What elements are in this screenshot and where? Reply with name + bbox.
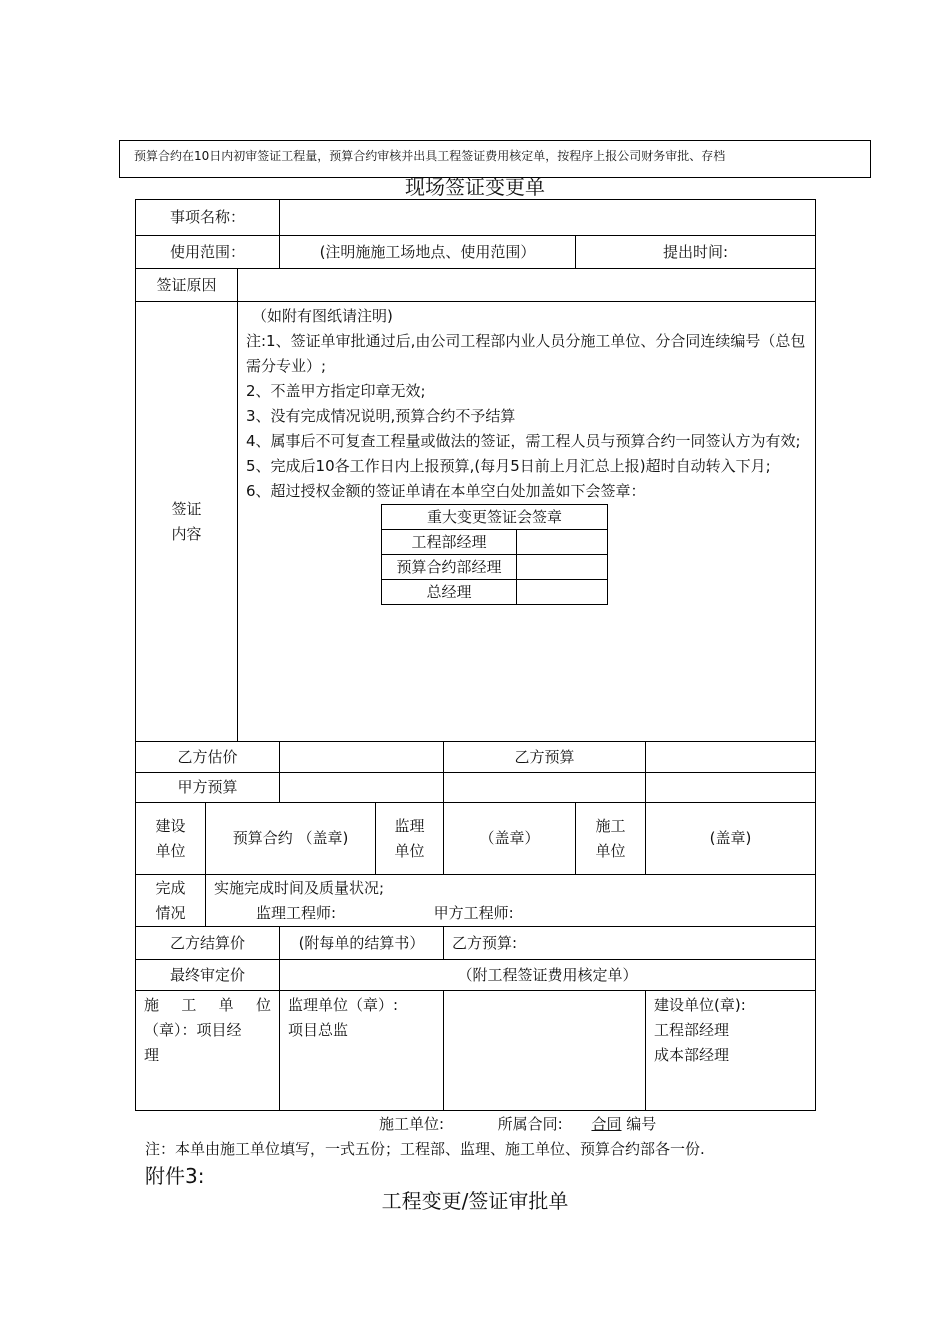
note-6: 6、超过授权金额的签证单请在本单空白处加盖如下会签章： xyxy=(246,482,646,500)
supervisor-seal-field[interactable]: （盖章） xyxy=(444,803,576,875)
party-a-budget-extra-field[interactable] xyxy=(444,773,646,803)
party-b-estimate-label: 乙方估价 xyxy=(136,742,280,773)
supervising-engineer-label: 监理工程师: xyxy=(256,904,337,922)
countersign-engineering-manager-field[interactable] xyxy=(517,530,608,555)
footer-note: 注：本单由施工单位填写，一式五份；工程部、监理、施工单位、预算合约部各一份. xyxy=(145,1140,705,1158)
builder-sign-line2: 工程部经理 xyxy=(654,1021,730,1039)
footer-number-label: 编号 xyxy=(626,1115,657,1133)
countersign-general-manager: 总经理 xyxy=(382,580,517,605)
countersign-budget-manager: 预算合约部经理 xyxy=(382,555,517,580)
blank-sign-cell[interactable] xyxy=(444,991,646,1111)
attachment-label: 附件3: xyxy=(145,1164,205,1188)
footer-contractor-label: 施工单位: xyxy=(379,1115,445,1133)
countersign-general-manager-field[interactable] xyxy=(517,580,608,605)
supervisor-sign-line1: 监理单位（章）: xyxy=(288,996,399,1014)
completion-label xyxy=(136,875,206,927)
supervisor-label-line2: 单位 xyxy=(394,841,425,860)
party-b-estimate-field[interactable] xyxy=(280,742,444,773)
countersign-budget-manager-field[interactable] xyxy=(517,555,608,580)
supervisor-unit-label xyxy=(376,803,444,875)
reason-field[interactable] xyxy=(238,269,816,302)
contractor-sign-line2: （章）：项目经 xyxy=(144,1021,242,1039)
completion-label-line2: 情况 xyxy=(155,903,186,922)
party-a-budget-extra-field-2[interactable] xyxy=(646,773,816,803)
top-note: 预算合约在10日内初审签证工程量，预算合约审核并出具工程签证费用核定单，按程序上报公司财务审批、存档 xyxy=(119,140,871,178)
builder-label-line1: 建设 xyxy=(155,816,186,835)
page-title: 现场签证变更单 xyxy=(405,175,545,196)
builder-seal-field[interactable]: 预算合约 （盖章) xyxy=(206,803,376,875)
countersign-table xyxy=(381,504,608,605)
contractor-sign-line3: 理 xyxy=(144,1046,160,1064)
party-b-budget-field[interactable] xyxy=(646,742,816,773)
contractor-unit-label xyxy=(576,803,646,875)
reason-label: 签证原因 xyxy=(136,269,238,302)
note-3: 3、没有完成情况说明,预算合约不予结算 xyxy=(246,407,516,425)
completion-field[interactable] xyxy=(206,875,816,927)
contractor-sign-char-4: 位 xyxy=(255,996,271,1014)
footer-contract-line xyxy=(379,1113,656,1134)
party-a-budget-label: 甲方预算 xyxy=(136,773,280,803)
builder-label-line2: 单位 xyxy=(155,841,186,860)
scope-label: 使用范围： xyxy=(136,236,280,269)
builder-sign-line1: 建设单位(章): xyxy=(654,996,746,1014)
contractor-label-line1: 施工 xyxy=(595,816,626,835)
contractor-sign-char-2: 工 xyxy=(181,996,197,1014)
note-5: 5、完成后10各工作日内上报预算,(每月5日前上月汇总上报)超时自动转入下月; xyxy=(246,457,771,475)
note-4: 4、属事后不可复查工程量或做法的签证，需工程人员与预算合约一同签认方为有效; xyxy=(246,432,801,450)
settlement-field[interactable]: (附每单的结算书） xyxy=(280,927,444,960)
content-label xyxy=(136,302,238,742)
settlement-label: 乙方结算价 xyxy=(136,927,280,960)
builder-sign-cell[interactable] xyxy=(646,991,816,1111)
party-a-budget-field[interactable] xyxy=(280,773,444,803)
submit-time-field[interactable]: 提出时间: xyxy=(576,236,816,269)
scope-field[interactable]: (注明施施工场地点、使用范围） xyxy=(280,236,576,269)
builder-sign-line3: 成本部经理 xyxy=(654,1046,730,1064)
completion-label-line1: 完成 xyxy=(155,878,186,897)
countersign-engineering-manager: 工程部经理 xyxy=(382,530,517,555)
contractor-seal-field[interactable]: (盖章) xyxy=(646,803,816,875)
party-a-engineer-label: 甲方工程师: xyxy=(433,904,514,922)
supervisor-label-line1: 监理 xyxy=(394,816,425,835)
footer-contract-label: 所属合同: xyxy=(497,1115,563,1133)
party-b-budget-label: 乙方预算 xyxy=(444,742,646,773)
supervisor-sign-cell[interactable] xyxy=(280,991,444,1111)
content-label-line1: 签证 xyxy=(171,499,202,518)
item-name-label: 事项名称： xyxy=(136,200,280,236)
final-price-label: 最终审定价 xyxy=(136,960,280,991)
item-name-field[interactable] xyxy=(280,200,816,236)
contractor-sign-char-1: 施 xyxy=(144,996,160,1014)
note-2: 2、不盖甲方指定印章无效; xyxy=(246,382,426,400)
next-form-title: 工程变更/签证审批单 xyxy=(381,1189,569,1213)
countersign-header: 重大变更签证会签章 xyxy=(382,505,608,530)
footer-contract-value[interactable]: 合同 xyxy=(591,1115,622,1133)
final-price-field[interactable]: （附工程签证费用核定单） xyxy=(280,960,816,991)
visa-form-table xyxy=(135,199,816,1111)
contractor-sign-cell[interactable] xyxy=(136,991,280,1111)
contractor-label-line2: 单位 xyxy=(595,841,626,860)
note-1: 注:1、签证单审批通过后,由公司工程部内业人员分施工单位、分合同连续编号（总包需分专业）; xyxy=(246,332,806,375)
contractor-sign-char-3: 单 xyxy=(218,996,234,1014)
content-field[interactable] xyxy=(238,302,816,742)
supervisor-sign-line2: 项目总监 xyxy=(288,1021,349,1039)
builder-unit-label xyxy=(136,803,206,875)
completion-text: 实施完成时间及质量状况; xyxy=(214,879,385,897)
content-label-line2: 内容 xyxy=(171,524,202,543)
party-b-budget-field-2[interactable]: 乙方预算: xyxy=(444,927,816,960)
content-hint: （如附有图纸请注明) xyxy=(252,307,393,325)
